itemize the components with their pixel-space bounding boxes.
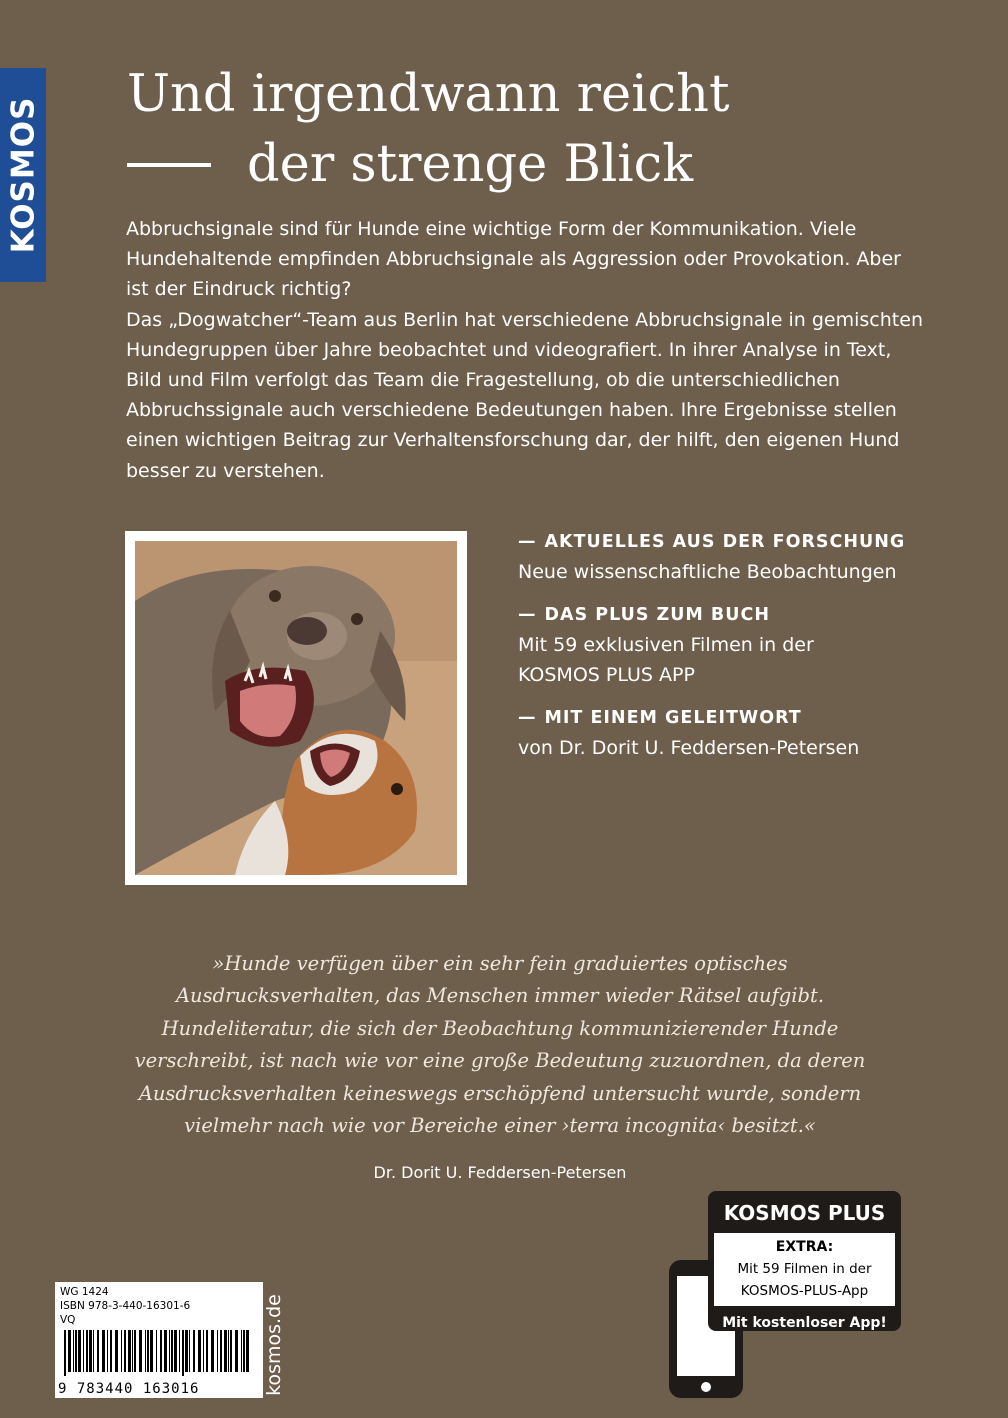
barcode-bar xyxy=(169,1330,170,1372)
barcode-bar xyxy=(224,1330,227,1372)
barcode-bar xyxy=(198,1330,201,1372)
feature-title xyxy=(518,703,978,733)
barcode-bar xyxy=(89,1330,92,1372)
barcode-bar xyxy=(150,1330,153,1372)
barcode-bar xyxy=(132,1330,133,1372)
barcode-label xyxy=(55,1282,263,1398)
barcode-bar xyxy=(189,1330,190,1372)
kosmos-plus-footer: Mit kostenloser App! xyxy=(722,1315,887,1331)
barcode-bar xyxy=(230,1330,232,1372)
barcode-bar xyxy=(75,1330,77,1372)
kosmos-plus-extra: EXTRA: xyxy=(775,1239,834,1255)
barcode-bar xyxy=(121,1330,122,1372)
barcode-bar xyxy=(73,1330,74,1372)
feature-item-foreword xyxy=(518,703,978,763)
barcode-bar xyxy=(171,1330,173,1372)
barcode-bar xyxy=(164,1330,167,1372)
barcode-bar xyxy=(110,1330,112,1372)
feature-title xyxy=(518,527,978,557)
feature-title-text: DAS PLUS ZUM BUCH xyxy=(544,605,770,625)
kosmos-plus-badge xyxy=(708,1191,901,1331)
intro-paragraph-2: Das „Dogwatcher“-Team aus Berlin hat verschiedene Abbruchsignale in gemischten Hundegruppen über Jahre beobachtet und videografiert. In ihrer Analyse in Text, Bild und Film verfolgt das Team die Fragestellung, ob die unterschiedlichen Abbruchssignale auch verschiedene Bedeutungen haben. Ihre Ergebnisse stellen einen wichtigen Beitrag zur Verhaltensforschung dar, der hilft, den eigenen Hund besser zu verstehen. xyxy=(126,308,923,482)
barcode-bar xyxy=(115,1330,118,1372)
barcode-bar xyxy=(235,1330,238,1372)
barcode-bar xyxy=(107,1330,108,1372)
feature-title xyxy=(518,600,978,630)
barcode-bar xyxy=(139,1330,142,1372)
feature-title-text: AKTUELLES AUS DER FORSCHUNG xyxy=(544,532,906,552)
barcode-bar xyxy=(68,1330,71,1372)
kosmos-logo-text: KOSMOS xyxy=(5,96,41,254)
barcode-bar xyxy=(243,1330,245,1372)
quote-author: Dr. Dorit U. Feddersen-Petersen xyxy=(373,1163,627,1182)
wg-number: WG 1424 xyxy=(60,1286,109,1298)
feature-item-plus xyxy=(518,600,978,690)
barcode-bar xyxy=(211,1330,214,1372)
isbn-number: ISBN 978-3-440-16301-6 xyxy=(60,1300,191,1312)
barcode-bar xyxy=(128,1330,131,1372)
kosmos-plus-line-1: Mit 59 Filmen in der xyxy=(737,1261,872,1277)
feature-text: von Dr. Dorit U. Feddersen-Petersen xyxy=(518,737,860,759)
website-url-text: kosmos.de xyxy=(263,1294,286,1396)
kosmos-logo-tab xyxy=(0,68,46,282)
barcode-bar xyxy=(78,1330,81,1372)
feature-item-research xyxy=(518,527,978,587)
website-url xyxy=(255,1290,293,1400)
barcode-bar xyxy=(203,1330,204,1372)
headline xyxy=(127,60,927,200)
feature-dash: — xyxy=(518,532,537,552)
quote-text: »Hunde verfügen über ein sehr fein graduiertes optisches Ausdrucksverhalten, das Menschen immer wieder Rätsel aufgibt. Hundeliteratur, die sich der Beobachtung kommunizierender Hunde verschreibt, ist nach wie vor eine große Bedeutung zuzuordnen, da deren Ausdrucksverhalten keineswegs erschöpfend untersucht wurde, sondern vielmehr nach wie vor Bereiche einer ›terra incognita‹ besitzt.« xyxy=(134,952,866,1138)
barcode-bar xyxy=(124,1330,126,1372)
barcode-bar xyxy=(160,1330,162,1372)
barcode-bar xyxy=(102,1330,105,1372)
barcode-image xyxy=(60,1330,255,1376)
barcode-bar xyxy=(217,1330,218,1372)
headline-line-2: der strenge Blick xyxy=(247,135,694,194)
barcode-bar xyxy=(241,1330,242,1372)
barcode-digits: 9 783440 163016 xyxy=(58,1381,200,1397)
barcode-bar xyxy=(86,1330,88,1372)
barcode-bar xyxy=(93,1330,94,1372)
dogs-illustration xyxy=(135,541,457,875)
barcode-bar xyxy=(193,1330,195,1372)
barcode-bar xyxy=(97,1330,99,1372)
feature-title-text: MIT EINEM GELEITWORT xyxy=(544,708,802,728)
kosmos-plus-info xyxy=(714,1233,895,1306)
intro-text xyxy=(126,214,926,486)
dog-photo xyxy=(135,541,457,875)
intro-paragraph-1: Abbruchsignale sind für Hunde eine wichtige Form der Kommunikation. Viele Hundehaltende empfinden Abbruchsignale als Aggression oder Provokation. Aber ist der Eindruck richtig? xyxy=(126,218,901,301)
barcode-bar xyxy=(64,1330,66,1376)
barcode-bar xyxy=(147,1330,149,1372)
barcode-bar xyxy=(185,1330,188,1372)
barcode-bar xyxy=(220,1330,222,1372)
barcode-bar xyxy=(156,1330,157,1372)
barcode-bar xyxy=(145,1330,146,1372)
kosmos-plus-line-2: KOSMOS-PLUS-App xyxy=(740,1283,869,1299)
feature-dash: — xyxy=(518,605,537,625)
feature-text: Neue wissenschaftliche Beobachtungen xyxy=(518,561,897,583)
barcode-bar xyxy=(228,1330,229,1372)
vq-code: VQ xyxy=(60,1314,76,1326)
feature-text: Mit 59 exklusiven Filmen in der KOSMOS PLUS APP xyxy=(518,634,814,686)
barcode-bar xyxy=(206,1330,208,1372)
headline-line-1: Und irgendwann reicht xyxy=(127,65,730,124)
barcode-bar xyxy=(246,1330,249,1372)
barcode-bar xyxy=(179,1330,180,1372)
feature-dash: — xyxy=(518,708,537,728)
barcode-bar xyxy=(134,1330,136,1372)
dog-photo-frame xyxy=(125,531,467,885)
barcode-bar xyxy=(182,1330,184,1376)
barcode-bar xyxy=(174,1330,177,1372)
headline-dash xyxy=(127,163,211,167)
headline-line-2-row xyxy=(127,130,927,200)
kosmos-plus-title: KOSMOS PLUS xyxy=(723,1201,886,1225)
barcode-bar xyxy=(83,1330,84,1372)
feature-list xyxy=(518,527,978,776)
